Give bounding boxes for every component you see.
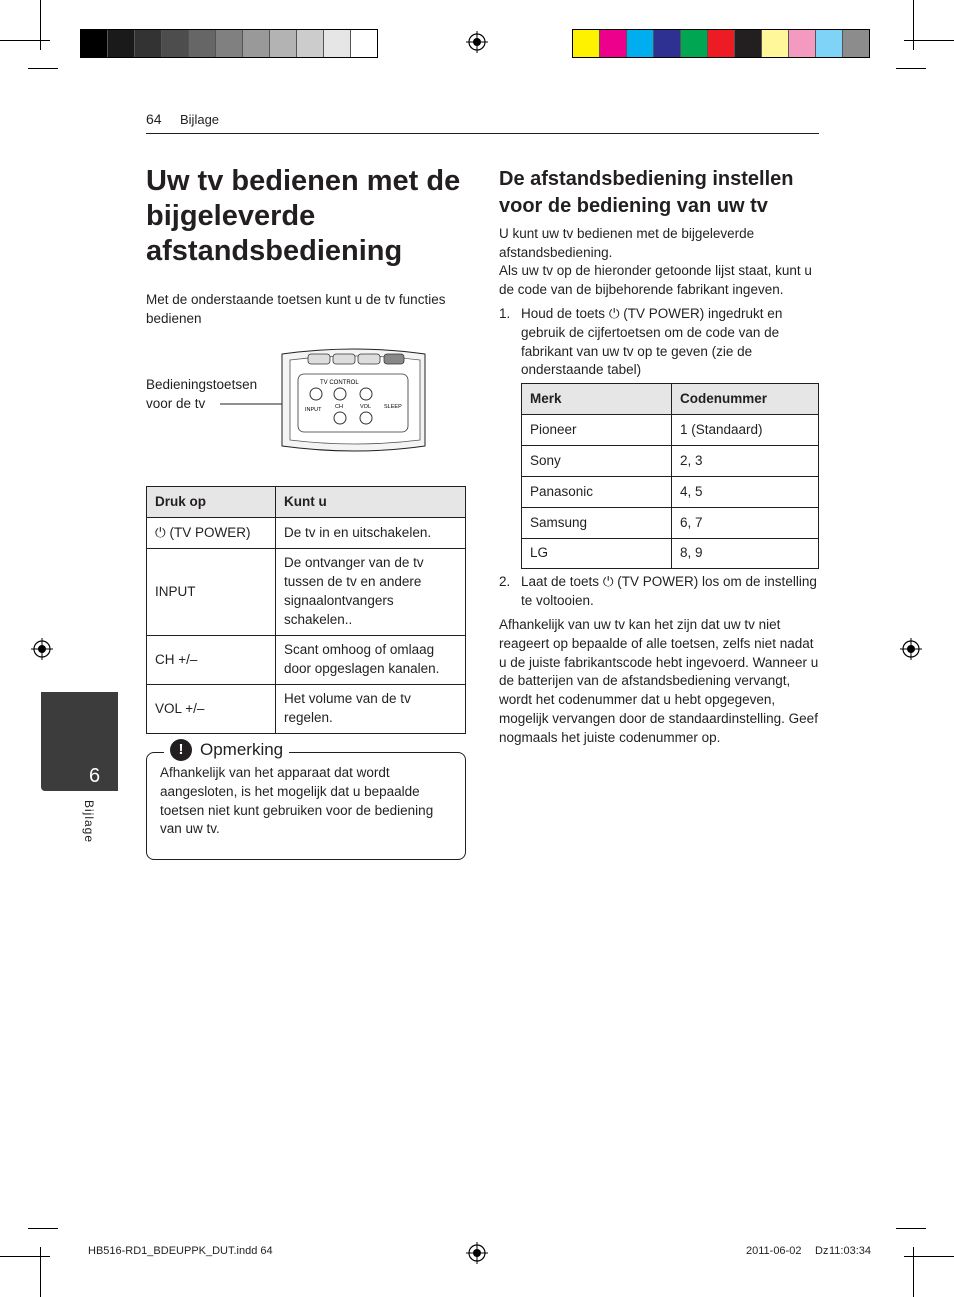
table-row: Pioneer 1 (Standaard) bbox=[522, 415, 819, 446]
table-row: VOL +/– Het volume van de tv regelen. bbox=[147, 685, 466, 734]
remote-vol-minus-button bbox=[360, 412, 372, 424]
color-swatch bbox=[600, 30, 627, 57]
remote-vol-label: VOL bbox=[360, 404, 372, 410]
remote-vol-plus-button bbox=[360, 388, 372, 400]
gray-color-bar bbox=[80, 29, 378, 58]
table-row: INPUT De ontvanger van de tv tussen de tv en andere signaalontvangers schakelen.. bbox=[147, 549, 466, 636]
gray-swatch bbox=[135, 30, 162, 57]
table-header: Kunt u bbox=[276, 487, 466, 518]
section-heading: De afstandsbediening instellen voor de bediening van uw tv bbox=[499, 168, 794, 217]
gray-swatch bbox=[351, 30, 377, 57]
chapter-tab bbox=[41, 692, 118, 791]
gray-swatch bbox=[81, 30, 108, 57]
color-swatch bbox=[627, 30, 654, 57]
footer-time-prefix: ǲ bbox=[815, 1245, 829, 1257]
remote-input-label: INPUT bbox=[305, 407, 322, 413]
color-swatch bbox=[735, 30, 762, 57]
table-row: ⏻ (TV POWER) De tv in en uitschakelen. bbox=[147, 518, 466, 549]
color-swatch bbox=[789, 30, 816, 57]
registration-mark-icon bbox=[466, 31, 488, 53]
section-name: Bijlage bbox=[180, 112, 220, 127]
footer-time: 11:03:34 bbox=[829, 1245, 872, 1257]
note-text: Afhankelijk van het apparaat dat wordt aangesloten, is het mogelijk dat u bepaalde toetsen niet kunt gebruiken voor de bediening van uw tv. bbox=[160, 765, 434, 837]
brand-code-table bbox=[521, 383, 819, 569]
table-header: Merk bbox=[522, 384, 672, 415]
step-2-text: Laat de toets ⏻ (TV POWER) los om de instelling te voltooien. bbox=[521, 574, 817, 608]
exclamation-icon: ! bbox=[170, 739, 192, 761]
color-swatch bbox=[681, 30, 708, 57]
color-swatch bbox=[708, 30, 735, 57]
color-swatch bbox=[573, 30, 600, 57]
remote-sleep-label: SLEEP bbox=[384, 404, 402, 410]
gray-swatch bbox=[162, 30, 189, 57]
gray-swatch bbox=[189, 30, 216, 57]
color-swatch bbox=[762, 30, 789, 57]
remote-ch-plus-button bbox=[334, 388, 346, 400]
registration-mark-icon bbox=[31, 638, 53, 660]
power-icon: ⏻ bbox=[602, 574, 614, 589]
gray-swatch bbox=[324, 30, 351, 57]
callout-label: Bedieningstoetsen voor de tv bbox=[146, 377, 258, 411]
gray-swatch bbox=[243, 30, 270, 57]
step-2-number: 2. bbox=[499, 574, 511, 589]
gray-swatch bbox=[297, 30, 324, 57]
header-divider bbox=[146, 133, 819, 134]
page-number: 64 bbox=[146, 111, 162, 127]
note-label: Opmerking bbox=[200, 740, 284, 759]
chapter-label: Bijlage bbox=[82, 800, 96, 844]
remote-tv-control-label: TV CONTROL bbox=[320, 380, 359, 386]
remote-ch-minus-button bbox=[334, 412, 346, 424]
gray-swatch bbox=[108, 30, 135, 57]
gray-swatch bbox=[270, 30, 297, 57]
color-swatch bbox=[843, 30, 869, 57]
cmyk-color-bar bbox=[572, 29, 870, 58]
remote-illustration bbox=[220, 346, 430, 454]
footer-date: 2011-06-02 bbox=[746, 1245, 802, 1257]
note-label-wrap bbox=[164, 739, 289, 761]
intro-text: Met de onderstaande toetsen kunt u de tv functies bedienen bbox=[146, 292, 446, 326]
paragraph-1: U kunt uw tv bedienen met de bijgeleverde afstandsbediening. bbox=[499, 226, 755, 260]
remote-ch-label: CH bbox=[335, 404, 343, 410]
tv-control-table bbox=[146, 486, 466, 734]
registration-mark-icon bbox=[466, 1242, 488, 1264]
registration-mark-icon bbox=[900, 638, 922, 660]
color-swatch bbox=[654, 30, 681, 57]
step-1-text: Houd de toets ⏻ (TV POWER) ingedrukt en gebruik de cijfertoetsen om de code van de fabrikant van uw tv op te geven (zie de onderstaande tabel) bbox=[521, 306, 783, 378]
chapter-number: 6 bbox=[89, 765, 101, 787]
footer-filename: HB516-RD1_BDEUPPK_DUT.indd 64 bbox=[88, 1245, 273, 1257]
power-icon: ⏻ bbox=[608, 306, 620, 321]
table-row: CH +/– Scant omhoog of omlaag door opgeslagen kanalen. bbox=[147, 636, 466, 685]
power-icon: ⏻ bbox=[155, 524, 166, 540]
step-1-number: 1. bbox=[499, 306, 511, 321]
table-header: Druk op bbox=[147, 487, 276, 518]
table-row: LG 8, 9 bbox=[522, 539, 819, 569]
remote-power-button bbox=[310, 388, 322, 400]
gray-swatch bbox=[216, 30, 243, 57]
table-header: Codenummer bbox=[672, 384, 819, 415]
table-row: Panasonic 4, 5 bbox=[522, 477, 819, 508]
paragraph-2: Als uw tv op de hieronder getoonde lijst staat, kunt u de code van de bijbehorende fabrikant ingeven. bbox=[499, 263, 812, 297]
color-swatch bbox=[816, 30, 843, 57]
paragraph-3: Afhankelijk van uw tv kan het zijn dat uw tv niet reageert op bepaalde of alle toetsen, zelfs niet nadat u de juiste fabrikantscode hebt ingevoerd. Wanneer u de batterijen van de afstandsbediening vervangt, wordt het codenummer dat u hebt opgegeven, mogelijk vervangen door de standaardinstelling. Geef nogmaals het juiste codenummer op. bbox=[499, 617, 819, 745]
page-title: Uw tv bedienen met de bijgeleverde afstandsbediening bbox=[146, 165, 461, 267]
table-row: Samsung 6, 7 bbox=[522, 508, 819, 539]
table-row: Sony 2, 3 bbox=[522, 446, 819, 477]
